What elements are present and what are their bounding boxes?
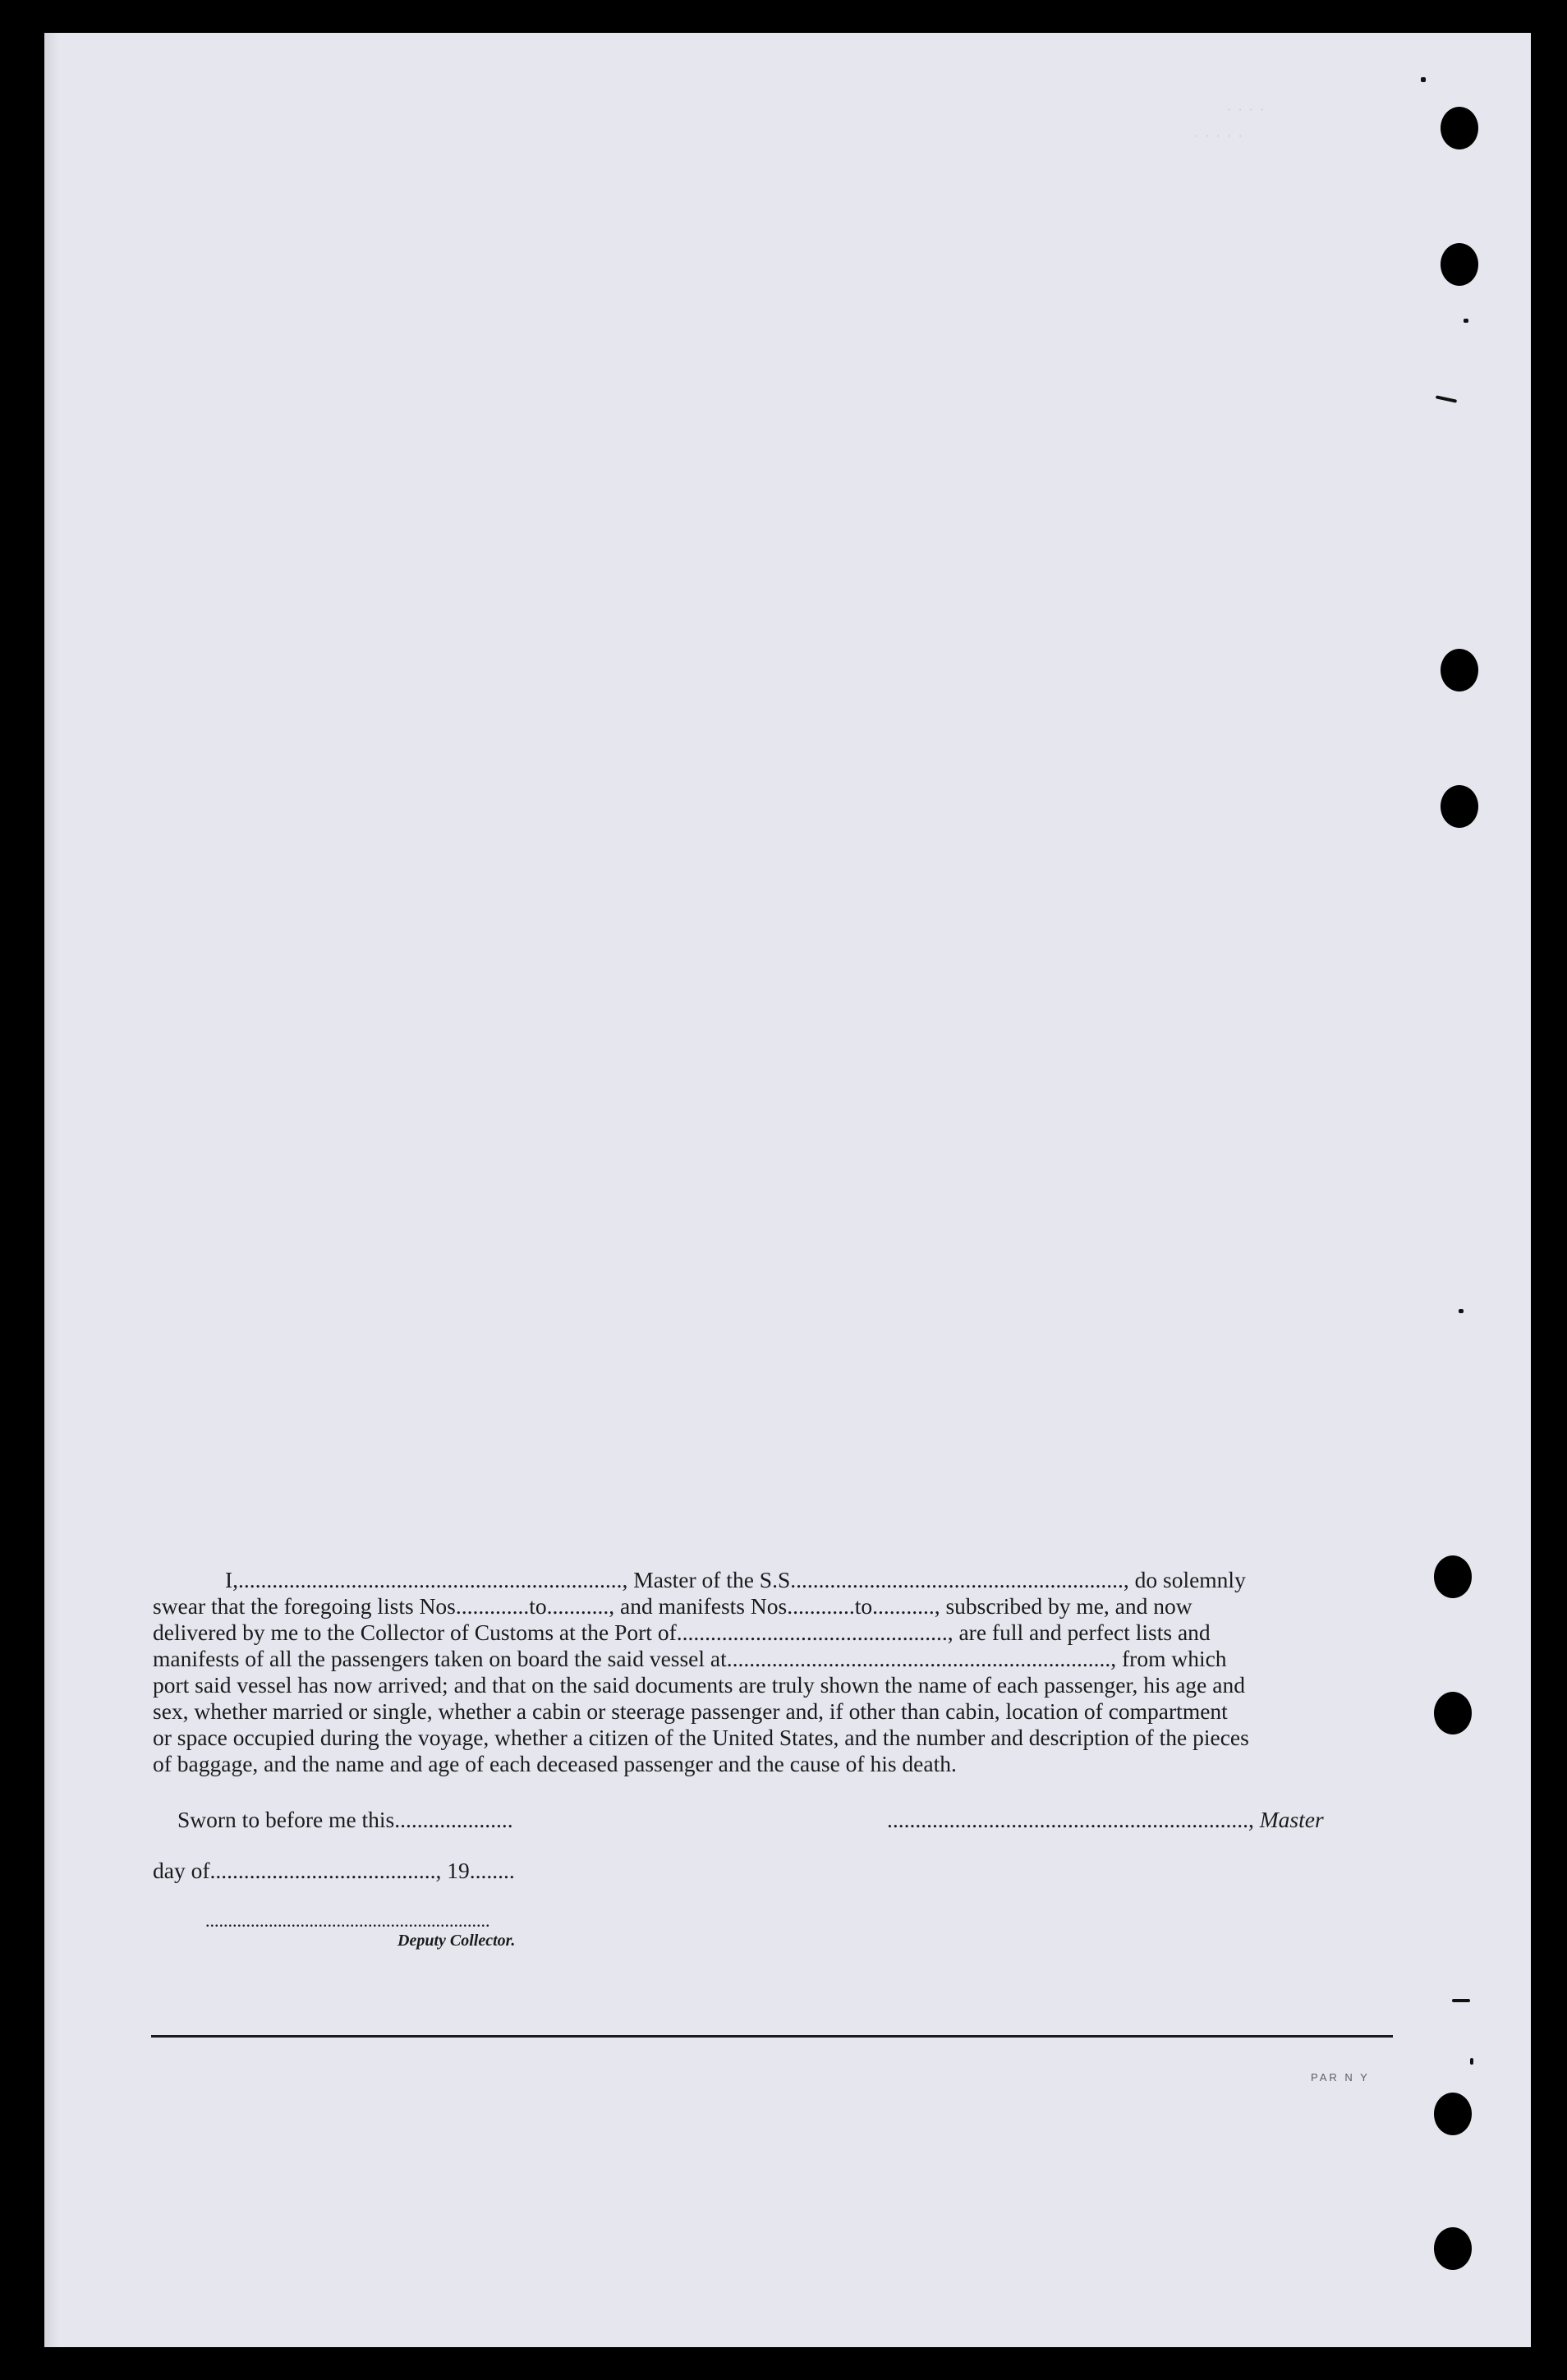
bleed-through-mark: · · · · · <box>1194 130 1244 144</box>
sworn-before-line: Sworn to before me this..................... <box>177 1807 513 1832</box>
ink-speck <box>1421 77 1426 82</box>
punch-hole <box>1434 2227 1472 2270</box>
ink-speck <box>1470 2058 1473 2065</box>
ink-speck <box>1452 1999 1470 2002</box>
oath-line: sex, whether married or single, whether a cabin or steerage passenger and, if other than cabin, location of compartment <box>153 1698 1228 1724</box>
punch-hole <box>1441 107 1478 149</box>
punch-hole <box>1441 243 1478 286</box>
document-page <box>44 33 1531 2347</box>
oath-line: port said vessel has now arrived; and that on the said documents are truly shown the name of each passenger, his age and <box>153 1672 1245 1698</box>
oath-line: or space occupied during the voyage, whether a citizen of the United States, and the number and description of the pieces <box>153 1725 1249 1750</box>
punch-hole <box>1434 1555 1472 1598</box>
ink-speck <box>1464 319 1468 323</box>
deputy-signature-dots: ............................................................... <box>205 1910 490 1931</box>
punch-hole <box>1434 1692 1472 1734</box>
master-signature-dots: ................................................................, <box>887 1807 1254 1832</box>
oath-line: of baggage, and the name and age of each deceased passenger and the cause of his death. <box>153 1751 957 1776</box>
oath-line: delivered by me to the Collector of Customs at the Port of................................................, are full and perfect lists and <box>153 1620 1211 1645</box>
ink-speck <box>1459 1309 1464 1313</box>
punch-hole <box>1441 649 1478 691</box>
punch-hole <box>1434 2093 1472 2135</box>
page-edge-shadow <box>44 33 59 2347</box>
oath-line: I,...................................................................., Master of the S.S..........................................................., do solemnly <box>225 1567 1246 1592</box>
footer-rule <box>151 2035 1393 2038</box>
oath-line: swear that the foregoing lists Nos.............to..........., and manifests Nos............to..........., subscribed by me, and now <box>153 1593 1192 1619</box>
master-signature-line <box>887 1807 1324 1833</box>
bleed-through-mark: · · · · <box>1227 103 1266 117</box>
master-label: Master <box>1259 1807 1324 1832</box>
printer-mark: PAR N Y <box>1311 2071 1370 2084</box>
oath-line: manifests of all the passengers taken on board the said vessel at...................................................................., from which <box>153 1646 1227 1671</box>
day-of-line: day of........................................, 19........ <box>153 1858 515 1883</box>
deputy-collector-label: Deputy Collector. <box>397 1932 516 1950</box>
punch-hole <box>1441 785 1478 828</box>
master-oath <box>153 1567 1393 1777</box>
